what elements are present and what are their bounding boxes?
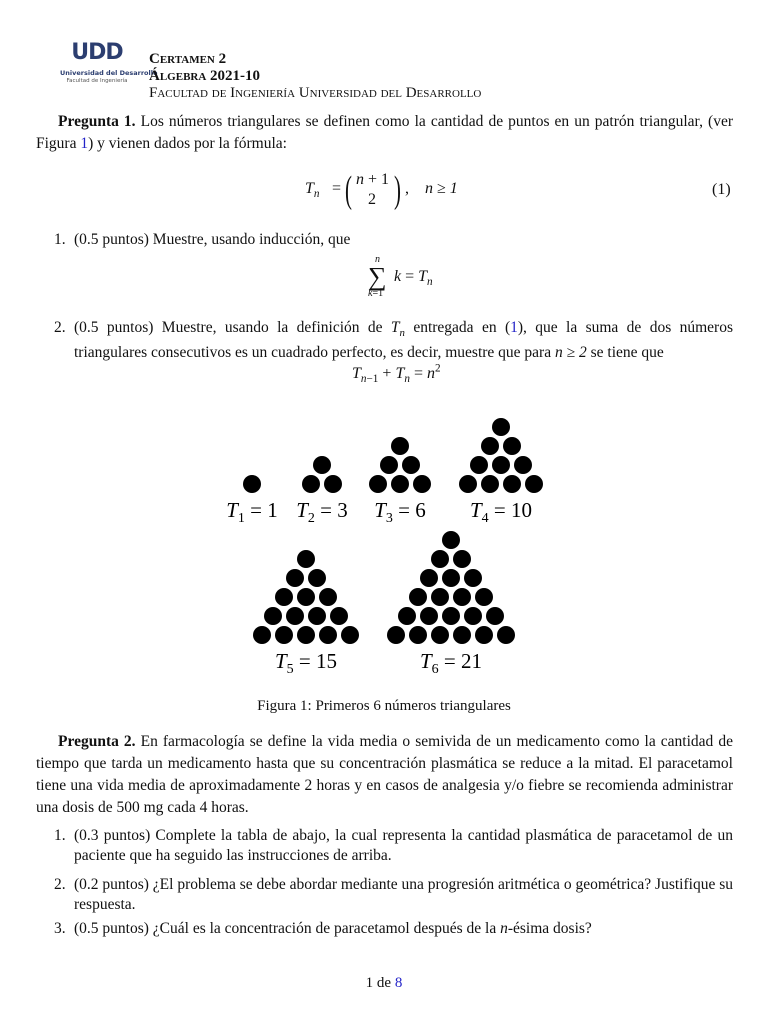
- dot: [453, 550, 471, 568]
- dot: [319, 588, 337, 606]
- triangle-pattern-t5: [253, 550, 359, 644]
- dot: [330, 607, 348, 625]
- dot: [387, 626, 405, 644]
- figure-label-t2: $T_2 = 3$: [296, 498, 348, 526]
- dot: [319, 626, 337, 644]
- dot: [275, 626, 293, 644]
- dot: [409, 626, 427, 644]
- dot: [420, 607, 438, 625]
- dot: [464, 569, 482, 587]
- dot: [409, 588, 427, 606]
- dot: [413, 475, 431, 493]
- dot: [442, 531, 460, 549]
- dot: [431, 626, 449, 644]
- dot: [297, 626, 315, 644]
- dot: [275, 588, 293, 606]
- dot: [302, 475, 320, 493]
- triangle-pattern-t1: [243, 475, 261, 493]
- exam-title: Certamen 2: [149, 51, 227, 67]
- dot: [391, 437, 409, 455]
- page-number: 1 de 8: [365, 975, 403, 991]
- logo-university-name: Universidad del Desarrollo: [60, 69, 158, 77]
- dot: [525, 475, 543, 493]
- figure-label-t5: $T_5 = 15$: [274, 649, 338, 677]
- dot: [369, 475, 387, 493]
- dot: [514, 456, 532, 474]
- triangle-pattern-t3: [369, 437, 431, 493]
- question-1-label: Pregunta 1.: [58, 113, 136, 130]
- question-1-intro: Pregunta 1. Los números triangulares se definen como la cantidad de puntos en un patrón triangular, (ver Figura 1) y vienen dados por la fórmula:: [36, 113, 733, 152]
- dot: [264, 607, 282, 625]
- total-pages-link[interactable]: 8: [394, 975, 403, 991]
- dot: [492, 418, 510, 436]
- figure-label-t1: $T_1 = 1$: [226, 498, 278, 526]
- triangle-pattern-t2: [302, 456, 342, 493]
- dot: [286, 607, 304, 625]
- dot: [481, 475, 499, 493]
- dot: [402, 456, 420, 474]
- dot: [503, 437, 521, 455]
- dot: [497, 626, 515, 644]
- dot: [297, 550, 315, 568]
- equation-number: (1): [712, 181, 731, 198]
- dot: [253, 626, 271, 644]
- dot: [391, 475, 409, 493]
- dot: [380, 456, 398, 474]
- faculty-name: Facultad de Ingeniería Universidad del Desarrollo: [149, 85, 482, 101]
- dot: [341, 626, 359, 644]
- dot: [313, 456, 331, 474]
- dot: [442, 607, 460, 625]
- course-name: Álgebra 2021-10: [149, 68, 261, 84]
- dot: [308, 607, 326, 625]
- triangular-numbers-figure: [0, 410, 768, 690]
- dot: [308, 569, 326, 587]
- equation-condition: n ≥ 1: [425, 180, 458, 197]
- dot: [431, 550, 449, 568]
- university-logo: [60, 40, 158, 92]
- question-2-intro: Pregunta 2. En farmacología se define la vida media o semivida de un medicamento como la cantidad de tiempo que tarda un medicamento hasta que su concentración plasmática se reduce a la mitad. El paracetamol tiene una vida media de aproximadamente 2 horas y en casos de analgesia y/o fiebre se recomienda administrar una dosis de 500 mg cada 4 horas.: [36, 733, 733, 816]
- document-header: [149, 51, 481, 102]
- equation-reference-link[interactable]: 1: [510, 319, 518, 336]
- dot: [492, 456, 510, 474]
- equation-triangular-formula: $T_n$ = ( n + 1 2 ) , n ≥ 1: [305, 169, 458, 211]
- triangle-pattern-t6: [387, 531, 515, 644]
- dot: [475, 588, 493, 606]
- dot: [453, 588, 471, 606]
- question-2-item-1: 1. (0.3 puntos) Complete la tabla de abajo, la cual representa la cantidad plasmática de paracetamol de un paciente que ha seguido las instrucciones de arriba.: [54, 827, 733, 864]
- figure-label-t6: $T_6 = 21$: [419, 649, 483, 677]
- dot: [243, 475, 261, 493]
- dot: [475, 626, 493, 644]
- equation-summation: n ∑ k=1 $k = T_n$: [368, 254, 433, 299]
- equation-consecutive-sum: $T_{n-1} + T_n = n^2$: [352, 363, 441, 386]
- dot: [442, 569, 460, 587]
- dot: [459, 475, 477, 493]
- dot: [286, 569, 304, 587]
- dot: [431, 588, 449, 606]
- logo-mark: UDD: [71, 40, 123, 65]
- dot: [398, 607, 416, 625]
- dot: [470, 456, 488, 474]
- dot: [486, 607, 504, 625]
- dot: [297, 588, 315, 606]
- figure-reference-link[interactable]: 1: [80, 135, 89, 152]
- question-1-item-1: 1. (0.5 puntos) Muestre, usando inducción, que: [54, 231, 351, 248]
- dot: [453, 626, 471, 644]
- dot: [503, 475, 521, 493]
- triangle-pattern-t4: [459, 418, 543, 493]
- question-1-item-2: 2. (0.5 puntos) Muestre, usando la definición de $T_n$ entregada en (1), que la suma de dos números triangulares consecutivos es un cuadrado perfecto, es decir, muestre que para n ≥ 2 se tiene que: [54, 319, 733, 362]
- figure-label-t3: $T_3 = 6$: [374, 498, 426, 526]
- question-2-item-2: 2. (0.2 puntos) ¿El problema se debe abordar mediante una progresión aritmética o geométrica? Justifique su respuesta.: [54, 876, 733, 913]
- dot: [464, 607, 482, 625]
- logo-faculty-name: Facultad de Ingeniería: [66, 78, 128, 84]
- dot: [420, 569, 438, 587]
- question-2-label: Pregunta 2.: [58, 733, 136, 750]
- dot: [481, 437, 499, 455]
- figure-label-t4: $T_4 = 10$: [469, 498, 533, 526]
- question-2-item-3: 3. (0.5 puntos) ¿Cuál es la concentración de paracetamol después de la n-ésima dosis?: [54, 920, 592, 937]
- figure-caption: Figura 1: Primeros 6 números triangulares: [257, 698, 511, 714]
- dot: [324, 475, 342, 493]
